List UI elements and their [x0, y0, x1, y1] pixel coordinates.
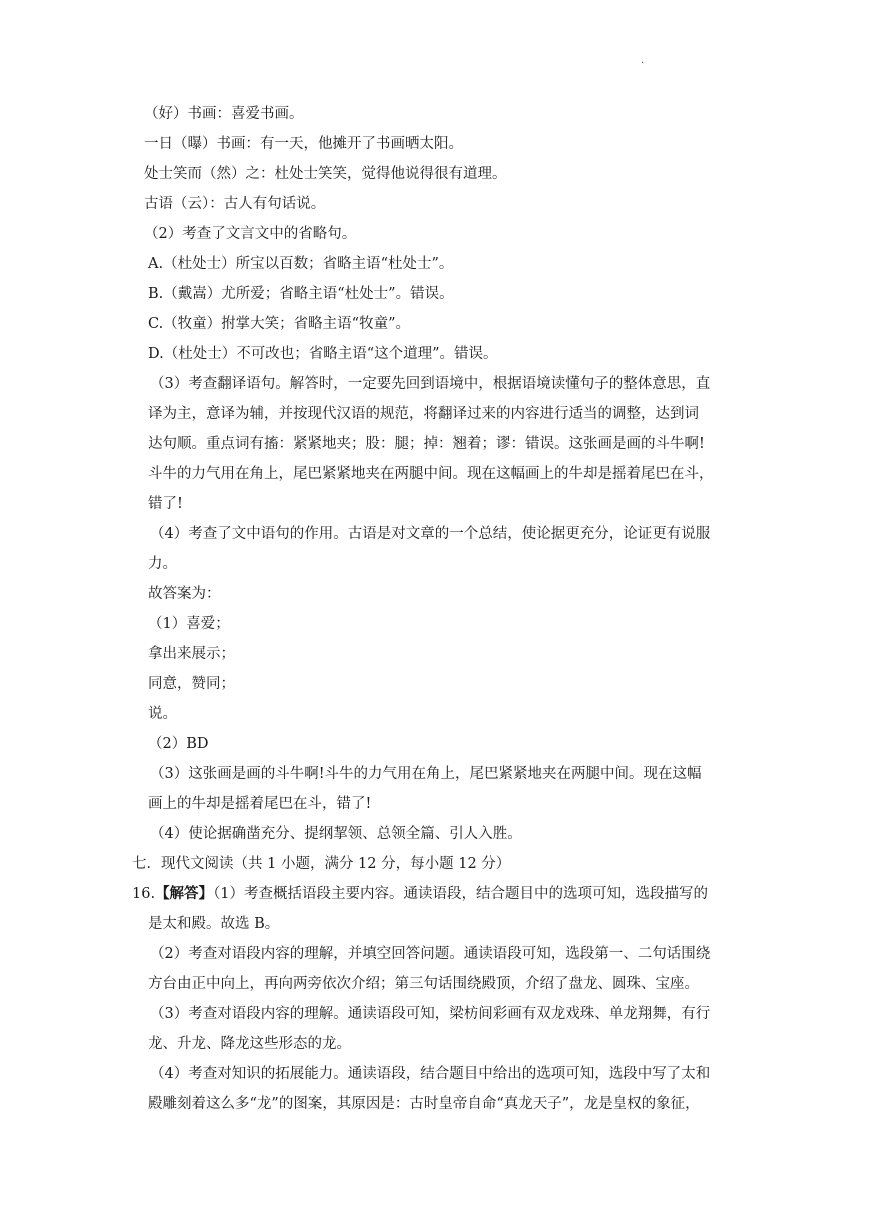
text-line: （4）使论据确凿充分、提纲挈领、总领全篇、引人入胜。	[150, 826, 522, 842]
text-line: 译为主，意译为辅，并按现代汉语的规范，将翻译过来的内容进行适当的调整，达到词	[148, 406, 699, 422]
text-line: 处士笑而（然）之：杜处士笑笑，觉得他说得很有道理。	[144, 166, 507, 182]
text-line: 同意，赞同；	[148, 676, 235, 692]
answer-label: 【解答】	[155, 885, 214, 902]
text-line: （1）喜爱；	[148, 616, 230, 632]
question-number: 16.	[132, 886, 156, 902]
text-line: 方台由正中向上，再向两旁依次介绍；第三句话围绕殿顶，介绍了盘龙、圆珠、宝座。	[148, 976, 699, 992]
text-line: 古语（云）：古人有句话说。	[144, 196, 326, 212]
text-line: 力。	[148, 556, 177, 572]
header-mark: .	[641, 55, 645, 66]
text-line: 画上的牛却是摇着尾巴在斗，错了!	[148, 796, 372, 812]
section-heading: 七．现代文阅读（共 1 小题，满分 12 分，每小题 12 分）	[132, 856, 511, 872]
text-line: （2）考查了文言文中的省略句。	[144, 226, 357, 242]
text-line: 错了!	[148, 496, 183, 512]
text-line: 龙、升龙、降龙这些形态的龙。	[148, 1036, 351, 1052]
text-line: D.（杜处士）不可改也；省略主语“这个道理”。错误。	[148, 346, 498, 362]
text-line: （4）考查对知识的拓展能力。通读语段，结合题目中给出的选项可知，选段中写了太和	[150, 1066, 711, 1082]
text-line: 是太和殿。故选 B。	[148, 916, 280, 932]
text-line: 故答案为：	[148, 586, 221, 602]
text-line: 拿出来展示；	[148, 646, 235, 662]
text-line: C.（牧童）拊掌大笑；省略主语“牧童”。	[148, 316, 411, 332]
text-line: 斗牛的力气用在角上，尾巴紧紧地夹在两腿中间。现在这幅画上的牛却是摇着尾巴在斗，	[148, 466, 714, 482]
text-line: （4）考查了文中语句的作用。古语是对文章的一个总结，使论据更充分，论证更有说服	[150, 526, 711, 542]
text-line: B.（戴嵩）尤所爱；省略主语“杜处士”。错误。	[148, 286, 454, 302]
text-line: 殿雕刻着这么多“龙”的图案，其原因是：古时皇帝自命“真龙天子”，龙是皇权的象征，	[148, 1096, 700, 1112]
text-line: （好）书画：喜爱书画。	[144, 106, 304, 122]
text-line: 一日（曝）书画：有一天，他摊开了书画晒太阳。	[144, 136, 463, 152]
text-line: （3）这张画是画的斗牛啊!斗牛的力气用在角上，尾巴紧紧地夹在两腿中间。现在这幅	[150, 766, 702, 782]
answer-text: （1）考查概括语段主要内容。通读语段，结合题目中的选项可知，选段描写的	[213, 886, 709, 902]
answer-line	[132, 884, 708, 904]
text-line: （2）BD	[148, 736, 209, 752]
text-line: 达句顺。重点词有搐：紧紧地夹；股：腿；掉：翘着；谬：错误。这张画是画的斗牛啊!	[148, 436, 705, 452]
text-line: （3）考查翻译语句。解答时，一定要先回到语境中，根据语境读懂句子的整体意思，直	[150, 376, 711, 392]
text-line: （2）考查对语段内容的理解，并填空回答问题。通读语段可知，选段第一、二句话围绕	[150, 946, 711, 962]
text-line: A.（杜处士）所宝以百数；省略主语“杜处士”。	[148, 256, 454, 272]
text-line: （3）考查对语段内容的理解。通读语段可知，梁枋间彩画有双龙戏珠、单龙翔舞，有行	[150, 1006, 711, 1022]
text-line: 说。	[148, 706, 177, 722]
